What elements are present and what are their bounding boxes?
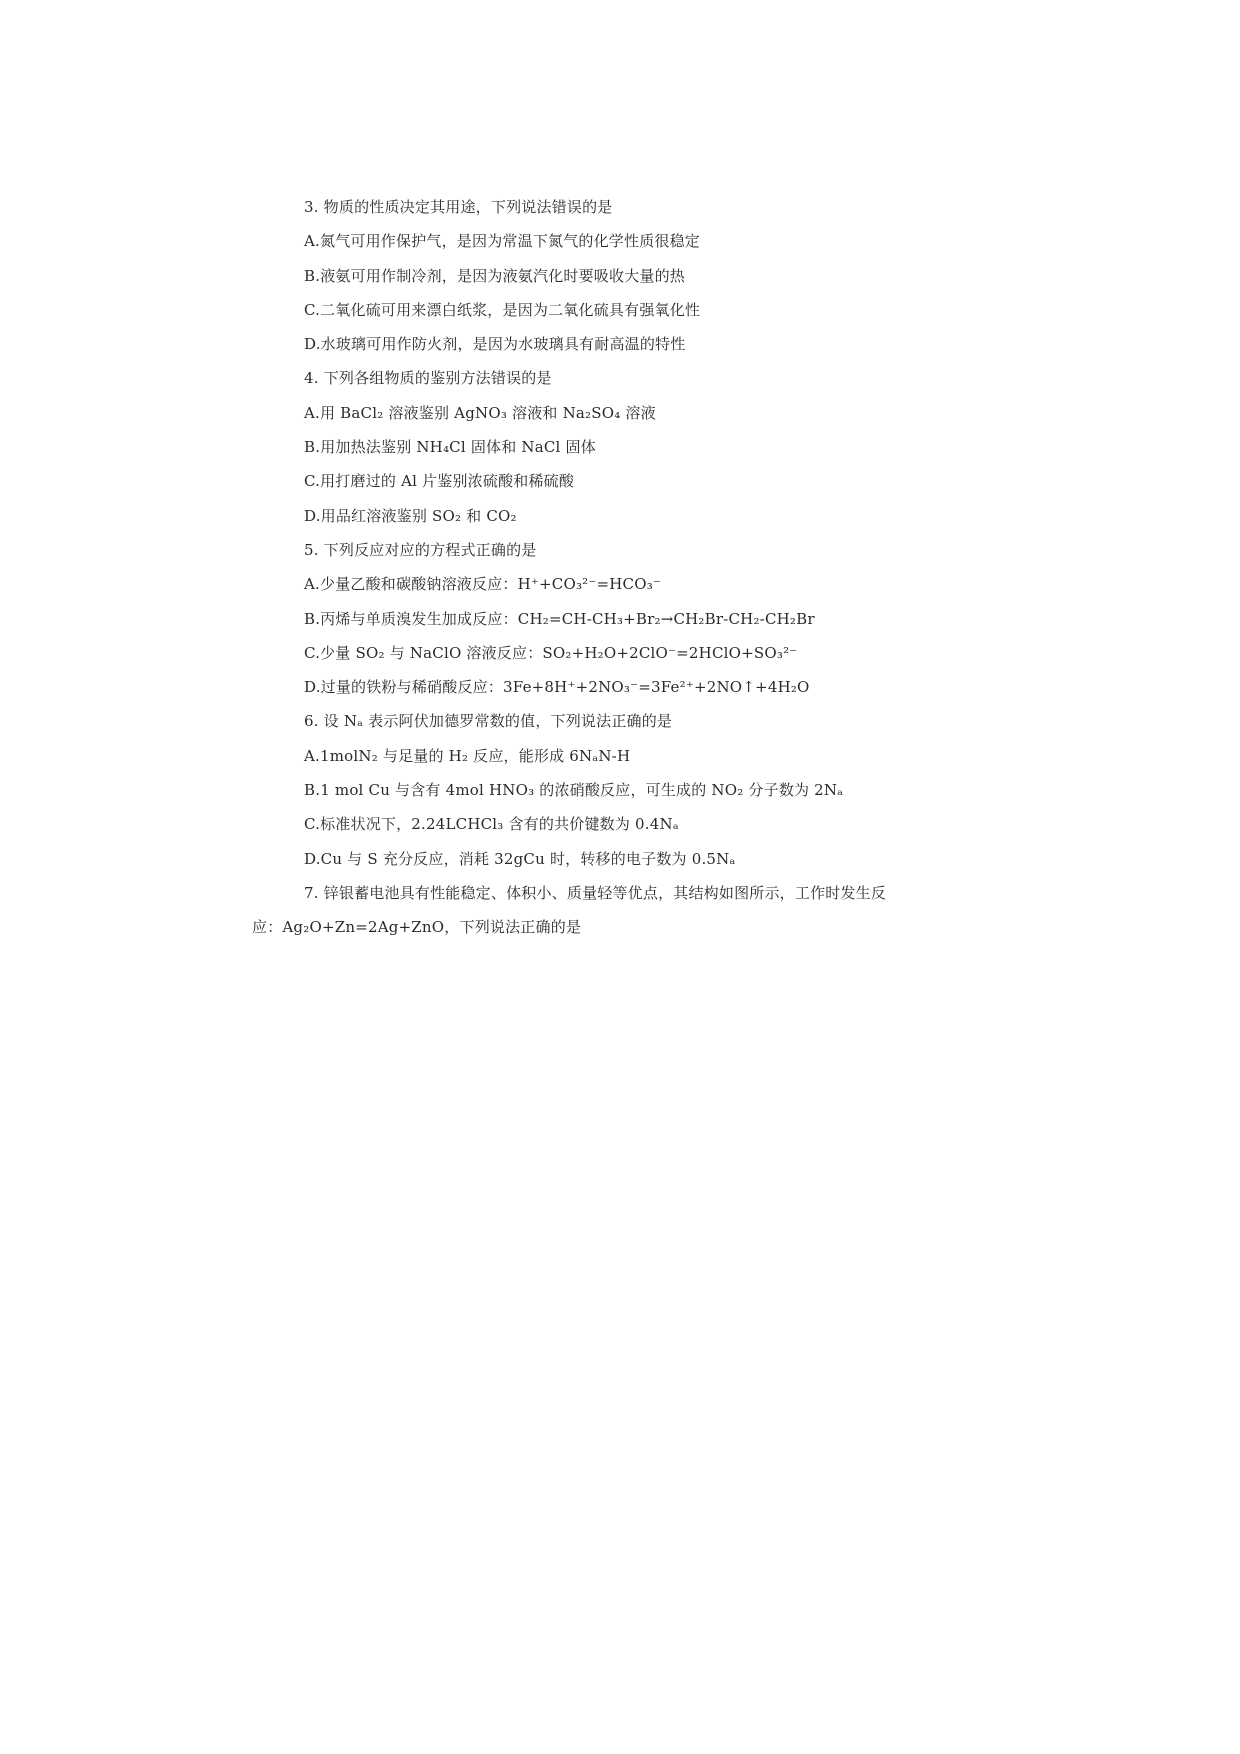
question-4-stem: 4. 下列各组物质的鉴别方法错误的是 <box>304 369 552 388</box>
question-6-option-a: A.1molN₂ 与足量的 H₂ 反应，能形成 6NₐN-H <box>304 746 631 765</box>
question-5-option-c: C.少量 SO₂ 与 NaClO 溶液反应：SO₂+H₂O+2ClO⁻=2HClO+SO₃²⁻ <box>304 643 798 662</box>
question-5-option-a: A.少量乙酸和碳酸钠溶液反应：H⁺+CO₃²⁻=HCO₃⁻ <box>304 575 662 594</box>
question-4-option-a: A.用 BaCl₂ 溶液鉴别 AgNO₃ 溶液和 Na₂SO₄ 溶液 <box>304 403 656 422</box>
question-5-stem: 5. 下列反应对应的方程式正确的是 <box>304 540 537 559</box>
question-3-option-b: B.液氨可用作制冷剂，是因为液氨汽化时要吸收大量的热 <box>304 266 685 285</box>
question-3-option-c: C.二氧化硫可用来漂白纸浆，是因为二氧化硫具有强氧化性 <box>304 300 701 319</box>
question-content <box>252 190 982 945</box>
question-4-option-b: B.用加热法鉴别 NH₄Cl 固体和 NaCl 固体 <box>304 438 596 457</box>
question-3-option-a: A.氮气可用作保护气，是因为常温下氮气的化学性质很稳定 <box>304 232 701 251</box>
question-5-option-b: B.丙烯与单质溴发生加成反应：CH₂=CH-CH₃+Br₂→CH₂Br-CH₂-CH₂Br <box>304 609 815 628</box>
question-4-option-d: D.用品红溶液鉴别 SO₂ 和 CO₂ <box>304 506 517 525</box>
question-7-stem-continued: 应：Ag₂O+Zn=2Ag+ZnO，下列说法正确的是 <box>252 918 582 937</box>
question-6-option-b: B.1 mol Cu 与含有 4mol HNO₃ 的浓硝酸反应，可生成的 NO₂ 分子数为 2Nₐ <box>304 781 844 800</box>
question-3-stem: 3. 物质的性质决定其用途，下列说法错误的是 <box>304 198 613 216</box>
question-4-option-c: C.用打磨过的 Al 片鉴别浓硫酸和稀硫酸 <box>304 472 575 491</box>
question-6-stem: 6. 设 Nₐ 表示阿伏加德罗常数的值，下列说法正确的是 <box>304 712 673 731</box>
question-5-option-d: D.过量的铁粉与稀硝酸反应：3Fe+8H⁺+2NO₃⁻=3Fe²⁺+2NO↑+4H₂O <box>304 678 810 697</box>
question-7-stem: 7. 锌银蓄电池具有性能稳定、体积小、质量轻等优点，其结构如图所示，工作时发生反 <box>304 883 887 902</box>
question-3-option-d: D.水玻璃可用作防火剂，是因为水玻璃具有耐高温的特性 <box>304 335 686 354</box>
question-6-option-d: D.Cu 与 S 充分反应，消耗 32gCu 时，转移的电子数为 0.5Nₐ <box>304 849 736 868</box>
question-6-option-c: C.标准状况下，2.24LCHCl₃ 含有的共价键数为 0.4Nₐ <box>304 815 679 834</box>
